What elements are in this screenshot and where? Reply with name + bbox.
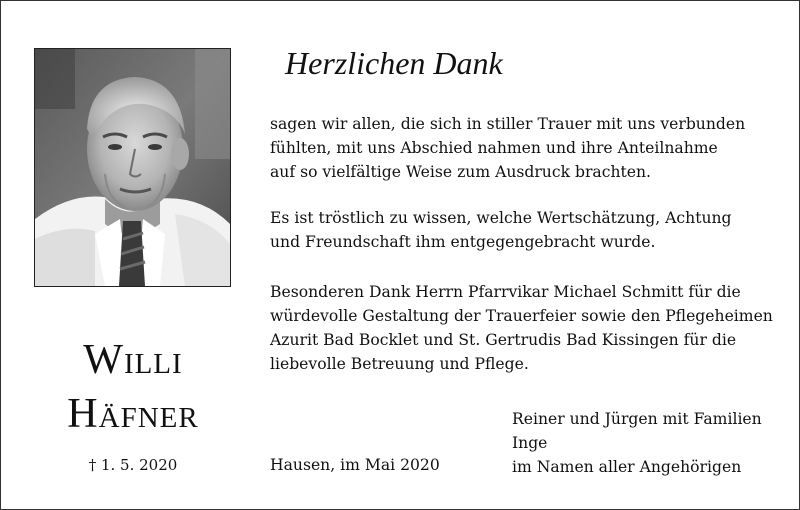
paragraph-line: Es ist tröstlich zu wissen, welche Wertschätzung, Achtung <box>270 209 732 227</box>
paragraph-special-thanks <box>270 280 780 376</box>
signer-line: im Namen aller Angehörigen <box>512 458 742 476</box>
paragraph-line: Azurit Bad Bocklet und St. Gertrudis Bad Kissingen für die <box>270 331 737 349</box>
paragraph-thanks <box>270 112 780 184</box>
death-date: † 1. 5. 2020 <box>88 456 178 474</box>
signer-line: Inge <box>512 434 548 452</box>
paragraph-line: auf so vielfältige Weise zum Ausdruck brachten. <box>270 163 651 181</box>
signer-line: Reiner und Jürgen mit Familien <box>512 410 762 428</box>
paragraph-line: Besonderen Dank Herrn Pfarrvikar Michael Schmitt für die <box>270 283 741 301</box>
paragraph-line: würdevolle Gestaltung der Trauerfeier sowie den Pflegeheimen <box>270 307 773 325</box>
portrait-photo <box>34 48 231 287</box>
place-and-date: Hausen, im Mai 2020 <box>270 456 440 474</box>
signers-block <box>512 407 762 479</box>
paragraph-line: liebevolle Betreuung und Pflege. <box>270 355 529 373</box>
notice-heading: Herzlichen Dank <box>285 45 503 81</box>
paragraph-line: und Freundschaft ihm entgegengebracht wurde. <box>270 233 656 251</box>
deceased-last-name: Häfner <box>67 391 199 437</box>
deceased-first-name: Willi <box>83 337 183 383</box>
paragraph-line: sagen wir allen, die sich in stiller Trauer mit uns verbunden <box>270 115 746 133</box>
paragraph-appreciation <box>270 206 780 254</box>
paragraph-line: fühlten, mit uns Abschied nahmen und ihre Anteilnahme <box>270 139 718 157</box>
